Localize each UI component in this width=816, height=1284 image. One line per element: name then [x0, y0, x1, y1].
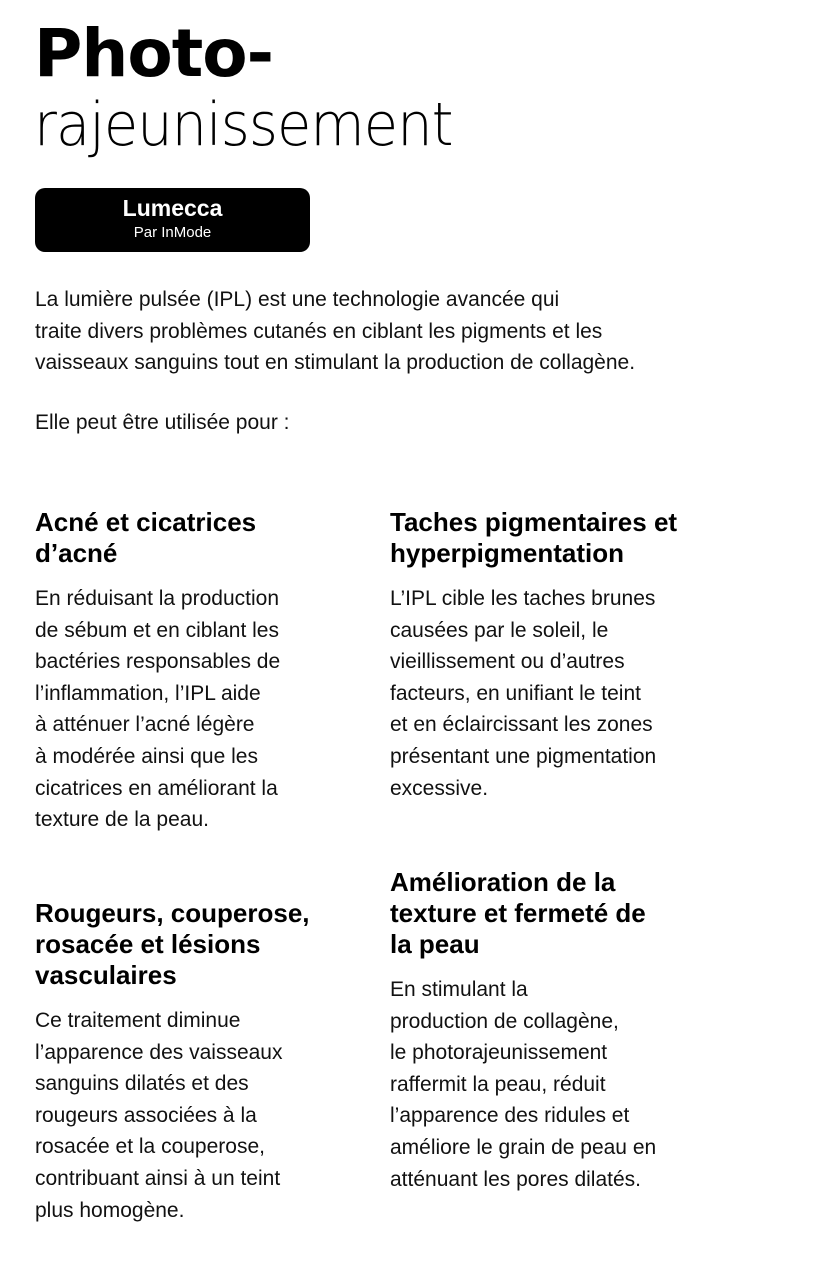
heading-line: hyperpigmentation [390, 538, 625, 568]
intro-paragraph [35, 284, 715, 379]
section-heading [35, 898, 365, 991]
body-line: à atténuer l’acné légère [35, 713, 255, 737]
body-line: contribuant ainsi à un teint [35, 1166, 281, 1190]
body-line: vieillissement ou d’autres [390, 650, 625, 674]
section-heading [390, 507, 720, 569]
page-subtitle: rajeunissement [34, 90, 453, 160]
body-line: bactéries responsables de [35, 650, 281, 674]
intro-line: vaisseaux sanguins tout en stimulant la production de collagène. [35, 351, 636, 374]
brand-badge [35, 188, 310, 252]
section-body [390, 974, 720, 1195]
heading-line: rosacée et lésions [35, 929, 261, 959]
body-line: cicatrices en améliorant la [35, 776, 278, 800]
body-line: plus homogène. [35, 1198, 185, 1222]
body-line: En réduisant la production [35, 587, 279, 610]
body-line: excessive. [390, 776, 489, 800]
heading-line: Amélioration de la [390, 867, 616, 897]
body-line: Ce traitement diminue [35, 1009, 241, 1032]
body-line: l’apparence des vaisseaux [35, 1040, 283, 1064]
body-line: l’apparence des ridules et [390, 1104, 630, 1128]
body-line: raffermit la peau, réduit [390, 1072, 606, 1096]
section-redness [35, 898, 365, 1226]
body-line: L’IPL cible les taches brunes [390, 587, 656, 610]
uses-lead: Elle peut être utilisée pour : [35, 411, 290, 434]
section-body [390, 583, 720, 804]
heading-line: la peau [390, 929, 480, 959]
body-line: le photorajeunissement [390, 1041, 608, 1065]
section-body [35, 583, 365, 836]
section-heading [390, 867, 720, 960]
body-line: à modérée ainsi que les [35, 744, 258, 768]
body-line: et en éclaircissant les zones [390, 713, 653, 737]
intro-line: traite divers problèmes cutanés en ciblant les pigments et les [35, 319, 603, 343]
section-pigmentation [390, 507, 720, 804]
body-line: causées par le soleil, le [390, 618, 609, 642]
body-line: rosacée et la couperose, [35, 1135, 265, 1159]
body-line: texture de la peau. [35, 808, 209, 832]
body-line: rougeurs associées à la [35, 1103, 257, 1127]
section-texture [390, 867, 720, 1195]
body-line: facteurs, en unifiant le teint [390, 681, 641, 705]
body-line: présentant une pigmentation [390, 744, 657, 768]
heading-line: d’acné [35, 538, 118, 568]
heading-line: Acné et cicatrices [35, 507, 257, 537]
body-line: de sébum et en ciblant les [35, 618, 279, 642]
heading-line: Taches pigmentaires et [390, 507, 678, 537]
section-acne [35, 507, 365, 836]
body-line: atténuant les pores dilatés. [390, 1167, 641, 1191]
section-body [35, 1005, 365, 1226]
body-line: l’inflammation, l’IPL aide [35, 681, 261, 705]
heading-line: texture et fermeté de [390, 898, 646, 928]
intro-line: La lumière pulsée (IPL) est une technologie avancée qui [35, 288, 560, 311]
section-heading [35, 507, 365, 569]
body-line: améliore le grain de peau en [390, 1135, 657, 1159]
brand-name: Lumecca [122, 195, 223, 221]
body-line: production de collagène, [390, 1009, 619, 1033]
heading-line: vasculaires [35, 960, 177, 990]
body-line: sanguins dilatés et des [35, 1072, 249, 1096]
heading-line: Rougeurs, couperose, [35, 898, 310, 928]
brand-maker: Par InMode [133, 224, 212, 241]
page-title: Photo- [34, 15, 273, 92]
body-line: En stimulant la [390, 978, 528, 1001]
